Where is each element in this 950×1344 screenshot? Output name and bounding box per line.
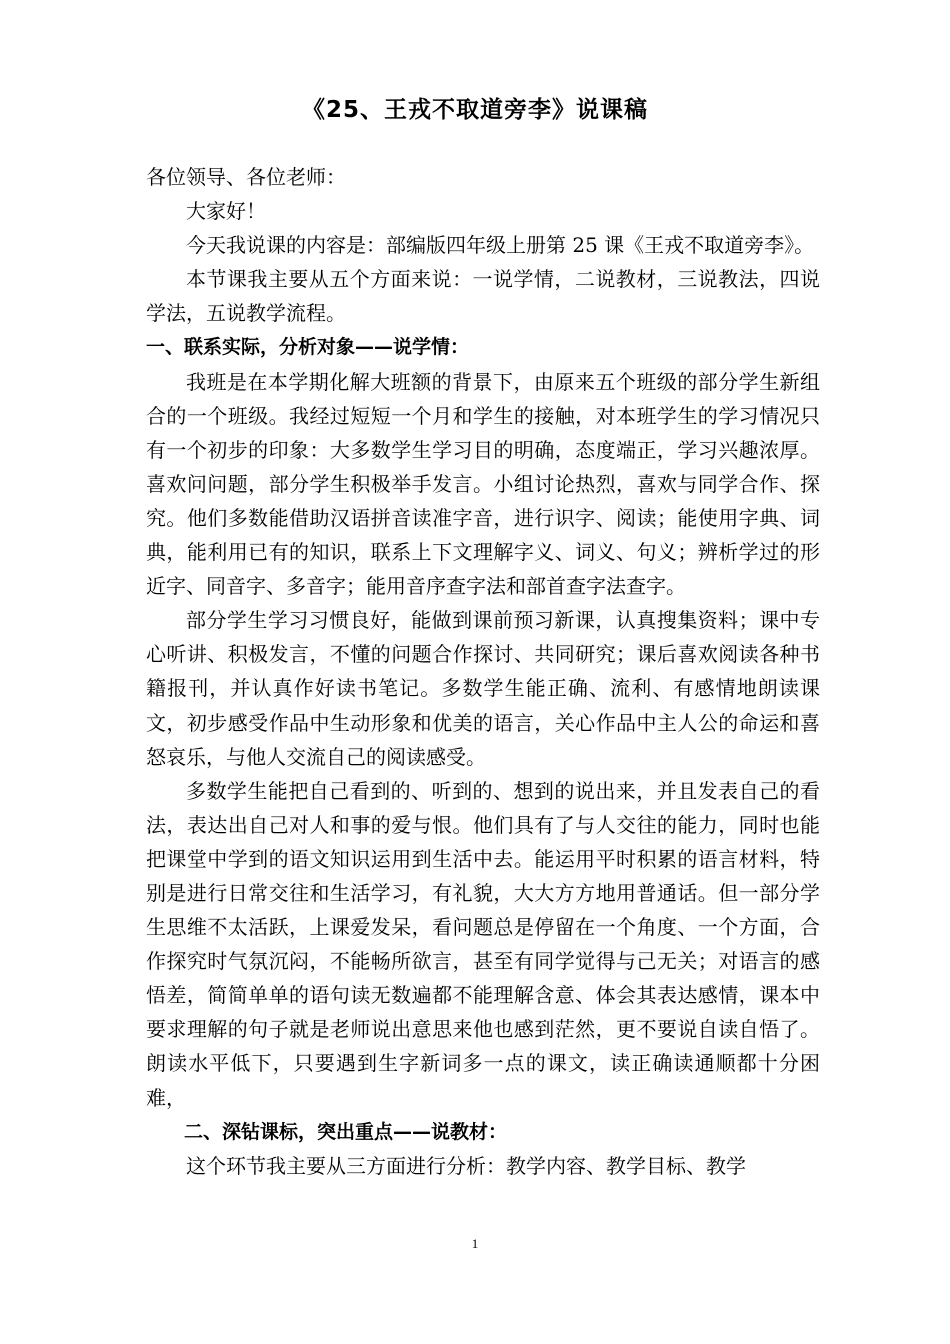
intro-paragraph: 今天我说课的内容是：部编版四年级上册第 25 课《王戎不取道旁李》。 [186, 233, 815, 258]
section-heading-textbook: 二、深钻课标，突出重点——说教材： [184, 1120, 508, 1143]
students-paragraph-2: 部分学生学习习惯良好，能做到课前预习新课，认真搜集资料；课中专心听讲、积极发言，不懂的问题合作探讨、共同研究；课后喜欢阅读各种书籍报刊，并认真作好读书笔记。多数学生能正确、流利、有感情地朗读课文，初步感受作品中生动形象和优美的语言，关心作品中主人公的命运和喜怒哀乐，与他人交流自己的阅读感受。 [146, 608, 820, 769]
document-body [146, 160, 820, 1183]
students-paragraph-3: 多数学生能把自己看到的、听到的、想到的说出来，并且发表自己的看法，表达出自己对人和事的爱与恨。他们具有了与人交往的能力，同时也能把课堂中学到的语文知识运用到生活中去。能运用平时积累的语言材料，特别是进行日常交往和生活学习，有礼貌，大大方方地用普通话。但一部分学生思维不太活跃，上课爱发呆，看问题总是停留在一个角度、一个方面，合作探究时气氛沉闷，不能畅所欲言，甚至有同学觉得与己无关；对语言的感悟差，简简单单的语句读无数遍都不能理解含意、体会其表达感情，课本中要求理解的句子就是老师说出意思来他也感到茫然，更不要说自读自悟了。朗读水平低下，只要遇到生字新词多一点的课文，读正确读通顺都十分困难， [146, 778, 820, 1110]
students-paragraph-1: 我班是在本学期化解大班额的背景下，由原来五个班级的部分学生新组合的一个班级。我经过短短一个月和学生的接触，对本班学生的学习情况只有一个初步的印象：大多数学生学习目的明确，态度端正，学习兴趣浓厚。喜欢问问题，部分学生积极举手发言。小组讨论热烈，喜欢与同学合作、探究。他们多数能借助汉语拼音读准字音，进行识字、阅读；能使用字典、词典，能利用已有的知识，联系上下文理解字义、词义、句义；辨析学过的形近字、同音字、多音字；能用音序查字法和部首查字法查字。 [146, 369, 820, 599]
page-title: 《25、王戎不取道旁李》说课稿 [301, 97, 648, 123]
page-number: 1 [471, 1236, 479, 1251]
hello-line: 大家好！ [186, 199, 266, 224]
greeting-line: 各位领导、各位老师： [146, 165, 346, 189]
textbook-paragraph-1: 这个环节我主要从三方面进行分析：教学内容、教学目标、教学 [186, 1153, 746, 1178]
outline-paragraph: 本节课我主要从五个方面来说：一说学情，二说教材，三说教法，四说学法，五说教学流程。 [146, 267, 820, 326]
section-heading-students: 一、联系实际，分析对象——说学情： [146, 336, 470, 359]
